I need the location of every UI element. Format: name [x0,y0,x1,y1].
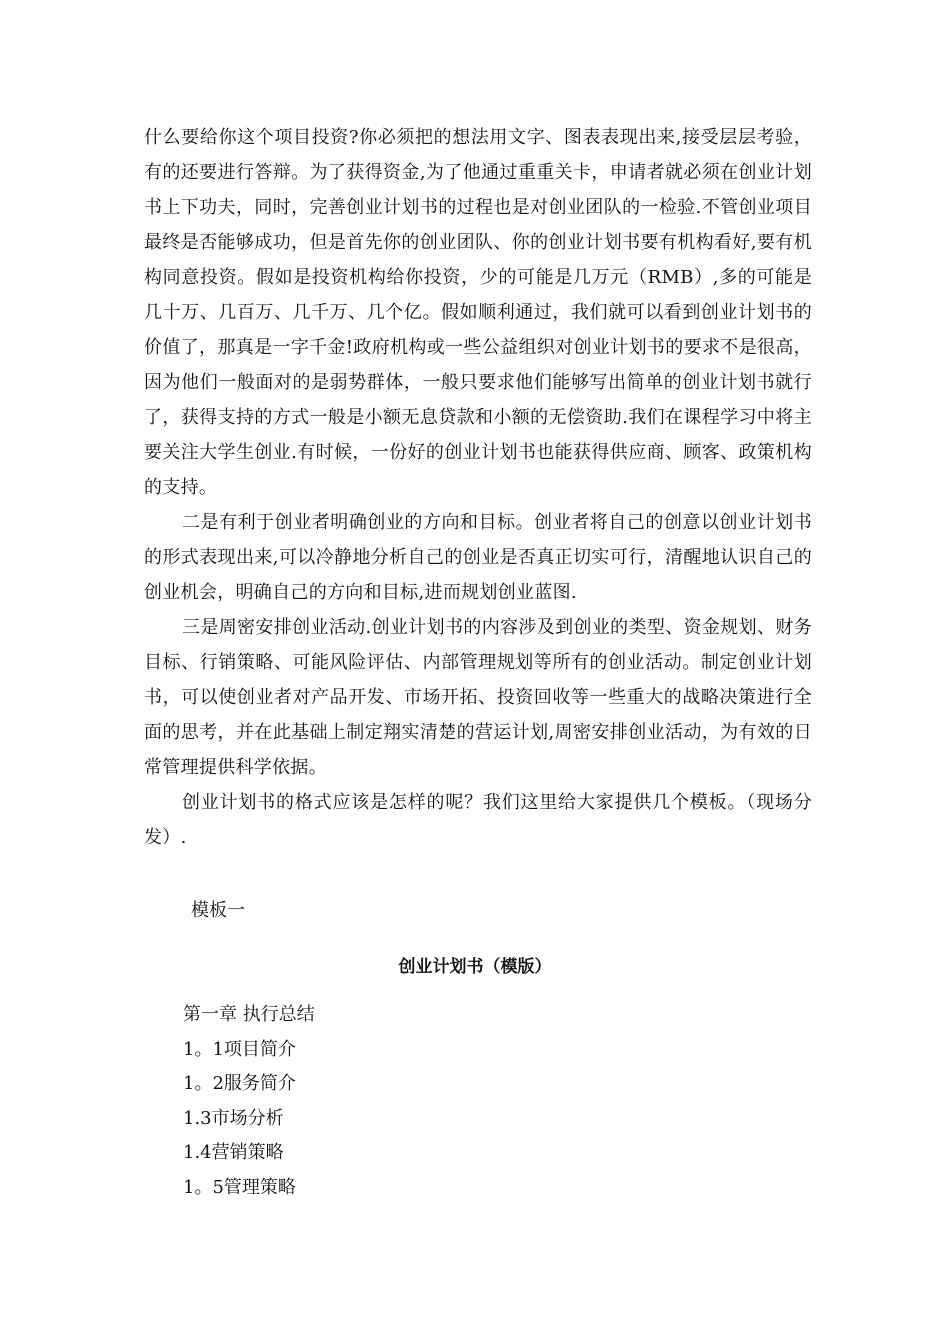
document-title: 创业计划书（模版） [398,957,552,977]
toc-item: 1。2服务简介 [183,1073,296,1094]
toc-item: 1.3市场分析 [183,1107,284,1129]
paragraph-direction-goals: 二是有利于创业者明确创业的方向和目标。创业者将自己的创意以创业计划书的形式表现出来,可以冷静地分析自己的创业是否真正切实可行，清醒地认识自己的创业机会，明确自己的方向和目标,进而规划创业蓝图. [144,512,812,603]
toc-item: 1。1项目简介 [183,1038,296,1060]
paragraph-continued: 什么要给你这个项目投资?你必须把的想法用文字、图表表现出来,接受层层考验，有的还要进行答辩。为了获得资金,为了他通过重重关卡，申请者就必须在创业计划书上下功夫，同时，完善创业计划书的过程也是对创业团队的一检验.不管创业项目最终是否能够成功，但是首先你的创业团队、你的创业计划书要有机构看好,要有机构同意投资。假如是投资机构给你投资，少的可能是几万元（RMB）,多的可能是几十万、几百万、几千万、几个亿。假如顺利通过，我们就可以看到创业计划书的价值了，那真是一字千金!政府机构或一些公益组织对创业计划书的要求不是很高，因为他们一般面对的是弱势群体，一般只要求他们能够写出简单的创业计划书就行了，获得支持的方式一般是小额无息贷款和小额的无偿资助.我们在课程学习中将主要关注大学生创业.有时候，一份好的创业计划书也能获得供应商、顾客、政策机构的支持。 [144,127,812,498]
paragraph-format-intro: 创业计划书的格式应该是怎样的呢？我们这里给大家提供几个模板。（现场分发）. [144,792,812,848]
table-of-contents [183,998,315,1205]
toc-item: 1.4营销策略 [183,1142,284,1163]
toc-item: 1。5管理策略 [183,1176,296,1198]
paragraph-planning-activities: 三是周密安排创业活动.创业计划书的内容涉及到创业的类型、资金规划、财务目标、行销策略、可能风险评估、内部管理规划等所有的创业活动。制定创业计划书，可以使创业者对产品开发、市场开拓、投资回收等一些重大的战略决策进行全面的思考，并在此基础上制定翔实清楚的营运计划,周密安排创业活动，为有效的日常管理提供科学依据。 [144,617,812,778]
template-label: 模板一 [191,900,245,921]
toc-chapter-heading: 第一章 执行总结 [183,1004,315,1025]
body-text [144,120,812,855]
